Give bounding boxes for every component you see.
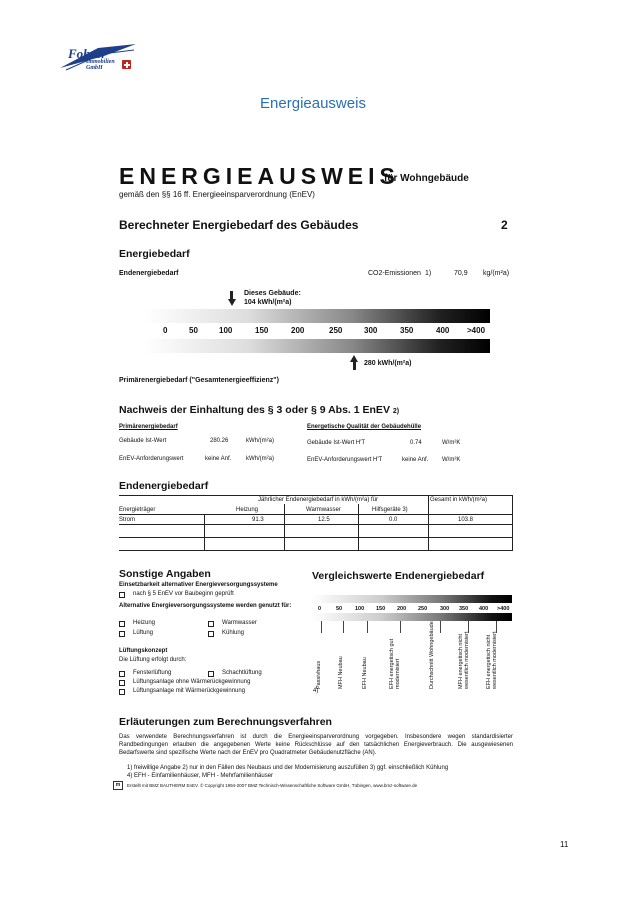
vergleich-tick: 0 bbox=[318, 606, 322, 612]
building-arrow-stem bbox=[230, 291, 233, 299]
right-row-2-value: keine Anf. bbox=[402, 457, 429, 463]
scale-tick: 50 bbox=[189, 326, 198, 335]
scale-tick: 400 bbox=[436, 326, 450, 335]
table-top-line bbox=[119, 495, 513, 496]
vergleich-label-efh-neubau: EFH Neubau bbox=[362, 657, 368, 689]
vergleich-label-mfh-neubau: MFH Neubau bbox=[338, 656, 344, 689]
logo-sub2: GmbH bbox=[86, 65, 103, 71]
row-carrier: Strom bbox=[119, 517, 136, 523]
vergleich-title: Vergleichswerte Endenergiebedarf bbox=[312, 570, 485, 582]
header-title: Energieausweis bbox=[260, 95, 366, 112]
checkbox[interactable] bbox=[119, 680, 125, 686]
left-row-2-unit: kWh/(m²a) bbox=[246, 456, 274, 462]
vergleich-footnote: 4) bbox=[313, 688, 319, 694]
left-row-1-label: Gebäude Ist-Wert bbox=[119, 438, 167, 444]
vergleich-tick: >400 bbox=[497, 606, 510, 612]
nachweis-title bbox=[119, 404, 399, 416]
section-title: Berechneter Energiebedarf des Gebäudes bbox=[119, 218, 359, 232]
vergleich-label-durchschnitt: Durchschnitt Wohngebäude bbox=[429, 621, 435, 689]
lueft-item-schacht: Schachtlüftung bbox=[222, 670, 262, 676]
logo-brand: Fohrer bbox=[68, 46, 107, 61]
building-label: Dieses Gebäude: bbox=[244, 290, 301, 297]
table-header-line bbox=[119, 514, 513, 515]
nachweis-footnote: 2) bbox=[392, 408, 400, 415]
vergleich-label-efh-gut: EFH energetisch gut modernisiert bbox=[389, 638, 401, 689]
co2-value: 70,9 bbox=[454, 270, 468, 277]
right-row-1-label: Gebäude Ist-Wert H'T bbox=[307, 440, 366, 446]
vergleich-tick: 100 bbox=[355, 606, 365, 612]
section-page-number: 2 bbox=[501, 218, 508, 232]
vergleich-tick: 250 bbox=[418, 606, 428, 612]
primary-label: Primärenergiebedarf ("Gesamtenergieeffizienz") bbox=[119, 377, 279, 384]
co2-footnote: 1) bbox=[425, 270, 432, 277]
nachweis-title-text: Nachweis der Einhaltung des § 3 oder § 9 Abs. 1 EnEV bbox=[119, 404, 390, 416]
vergleich-tick: 150 bbox=[376, 606, 386, 612]
checkbox[interactable] bbox=[208, 631, 214, 637]
erlaeuterungen-title: Erläuterungen zum Berechnungsverfahren bbox=[119, 716, 332, 728]
primary-arrow-icon bbox=[350, 355, 358, 362]
right-row-2-unit: W/m²K bbox=[442, 457, 461, 463]
checkbox[interactable] bbox=[119, 671, 125, 677]
footnote-1: 1) freiwillige Angabe 2) nur in den Fällen des Neubaus und der Modernisierung auszufüllen 3) ggf. einschließlich Kühlung bbox=[127, 765, 449, 771]
energiebedarf-title: Energiebedarf bbox=[119, 248, 190, 260]
row-gesamt: 103.8 bbox=[458, 517, 474, 523]
software-badge-icon: m bbox=[113, 781, 123, 790]
scale-tick: 200 bbox=[291, 326, 305, 335]
alt-item-lueftung: Lüftung bbox=[133, 630, 154, 636]
vergleich-label-efh-nicht: EFH energetisch nicht wesentlich modernisiert bbox=[486, 631, 498, 689]
erlaeuterungen-text: Das verwendete Berechnungsverfahren ist durch die Energieeinsparverordnung vorgegeben. Insbesondere wegen standardisierter Randbedingungen erlauben die angegebenen Werte keine Rückschlüsse auf den tatsächlichen Energieverbrauch. Die ausgewiesenen Bedarfswerte sind spezifische Werte nach der EnEV pro Quadratmeter Gebäudenutzfläche (AN). bbox=[119, 734, 513, 756]
alt-title: Alternative Energieversorgungssysteme werden genutzt für: bbox=[119, 603, 292, 609]
col-warmwasser: Warmwasser bbox=[306, 507, 341, 513]
page-number: 11 bbox=[560, 840, 569, 849]
right-row-2-label: EnEV-Anforderungswert H'T bbox=[307, 457, 383, 463]
main-subtitle: gemäß den §§ 16 ff. Energieeinsparverordnung (EnEV) bbox=[119, 190, 315, 199]
table-vline bbox=[358, 504, 359, 550]
col-energietraeger: Energieträger bbox=[119, 507, 156, 513]
table-row-line bbox=[119, 524, 513, 525]
left-row-2-label: EnEV-Anforderungswert bbox=[119, 456, 184, 462]
sonstige-title: Sonstige Angaben bbox=[119, 568, 211, 580]
building-value: 104 kWh/(m²a) bbox=[244, 299, 292, 306]
table-total-header: Gesamt in kWh/(m²a) bbox=[430, 497, 488, 503]
left-row-2-value: keine Anf. bbox=[205, 456, 232, 462]
endenergie-scale bbox=[145, 309, 490, 323]
building-arrow-icon bbox=[228, 299, 236, 306]
scale-tick: 300 bbox=[364, 326, 378, 335]
vergleich-tick: 350 bbox=[459, 606, 469, 612]
checkbox[interactable] bbox=[119, 631, 125, 637]
checkbox[interactable] bbox=[119, 689, 125, 695]
primary-value: 280 kWh/(m²a) bbox=[364, 360, 412, 367]
checkbox[interactable] bbox=[119, 621, 125, 627]
swiss-cross-icon bbox=[122, 60, 131, 69]
company-logo bbox=[58, 42, 138, 76]
einsetz-item: nach § 5 EnEV vor Baubeginn geprüft bbox=[133, 591, 234, 597]
row-hilfsgeraete: 0.0 bbox=[389, 517, 398, 523]
alt-item-heizung: Heizung bbox=[133, 620, 156, 626]
scale-tick: >400 bbox=[467, 326, 486, 335]
left-header: Primärenergiebedarf bbox=[119, 424, 178, 430]
vergleich-label-passivhaus: Passivhaus bbox=[316, 660, 322, 689]
software-note: Erstellt mit BMZ BAUTHERM EnEV. © Copyright 1994-2007 BMZ Technisch-Wissenschaftliche Software GmbH, Tübingen, www.bmz-software.de bbox=[127, 783, 418, 788]
vergleich-scale-top bbox=[312, 595, 512, 603]
col-heizung: Heizung bbox=[236, 507, 259, 513]
row-heizung: 91.3 bbox=[252, 517, 264, 523]
table-group-header: Jährlicher Endenergiebedarf in kWh/(m²a) für bbox=[258, 497, 379, 503]
checkbox[interactable] bbox=[119, 592, 125, 598]
alt-item-warmwasser: Warmwasser bbox=[222, 620, 257, 626]
alt-item-kuehlung: Kühlung bbox=[222, 630, 245, 636]
endenergie-label: Endenergiebedarf bbox=[119, 270, 179, 277]
scale-tick: 250 bbox=[329, 326, 343, 335]
scale-tick: 350 bbox=[400, 326, 414, 335]
right-row-1-value: 0.74 bbox=[410, 440, 422, 446]
left-row-1-unit: kWh/(m²a) bbox=[246, 438, 274, 444]
checkbox[interactable] bbox=[208, 671, 214, 677]
table-bottom-line bbox=[119, 550, 513, 551]
table-vline bbox=[284, 504, 285, 550]
primary-arrow-stem bbox=[353, 362, 356, 370]
main-title-suffix: für Wohngebäude bbox=[384, 173, 469, 184]
scale-tick: 0 bbox=[163, 326, 168, 335]
table-row-line-2 bbox=[119, 537, 513, 538]
scale-tick: 150 bbox=[255, 326, 269, 335]
vergleich-tick: 50 bbox=[336, 606, 343, 612]
lueft-item-mit-wrg: Lüftungsanlage mit Wärmerückgewinnung bbox=[133, 688, 246, 694]
table-vline bbox=[428, 495, 429, 550]
lueft-item-fenster: Fensterlüftung bbox=[133, 670, 172, 676]
lueft-title: Lüftungskonzept bbox=[119, 648, 168, 654]
lueft-item-ohne-wrg: Lüftungsanlage ohne Wärmerückgewinnung bbox=[133, 679, 251, 685]
vergleich-tick: 300 bbox=[440, 606, 450, 612]
right-row-1-unit: W/m²K bbox=[442, 440, 461, 446]
logo-sub1: Immobilien bbox=[86, 59, 115, 65]
main-title: ENERGIEAUSWEIS bbox=[119, 163, 400, 189]
checkbox[interactable] bbox=[208, 621, 214, 627]
left-row-1-value: 280.26 bbox=[210, 438, 229, 444]
vergleich-label-mfh-nicht: MFH energetisch nicht wesentlich modernisiert bbox=[458, 631, 470, 689]
right-header: Energetische Qualität der Gebäudehülle bbox=[307, 424, 422, 430]
scale-tick: 100 bbox=[219, 326, 233, 335]
logo-sub bbox=[86, 59, 115, 71]
primaerenergie-scale bbox=[145, 339, 490, 353]
vergleich-tick: 400 bbox=[479, 606, 489, 612]
vergleich-tick: 200 bbox=[397, 606, 407, 612]
table-vline bbox=[204, 514, 205, 550]
table-vline bbox=[512, 495, 513, 550]
co2-label: CO2-Emissionen bbox=[368, 270, 421, 277]
row-warmwasser: 12.5 bbox=[318, 517, 330, 523]
col-hilfsgeraete: Hilfsgeräte 3) bbox=[372, 507, 408, 513]
einsetz-title: Einsetzbarkeit alternativer Energieversorgungssysteme bbox=[119, 582, 278, 588]
footnote-2: 4) EFH - Einfamilienhäuser, MFH - Mehrfamilienhäuser bbox=[127, 773, 274, 779]
co2-unit: kg/(m²a) bbox=[483, 270, 510, 277]
lueft-subtitle: Die Lüftung erfolgt durch: bbox=[119, 657, 187, 663]
endenergiebedarf-title: Endenergiebedarf bbox=[119, 480, 209, 492]
